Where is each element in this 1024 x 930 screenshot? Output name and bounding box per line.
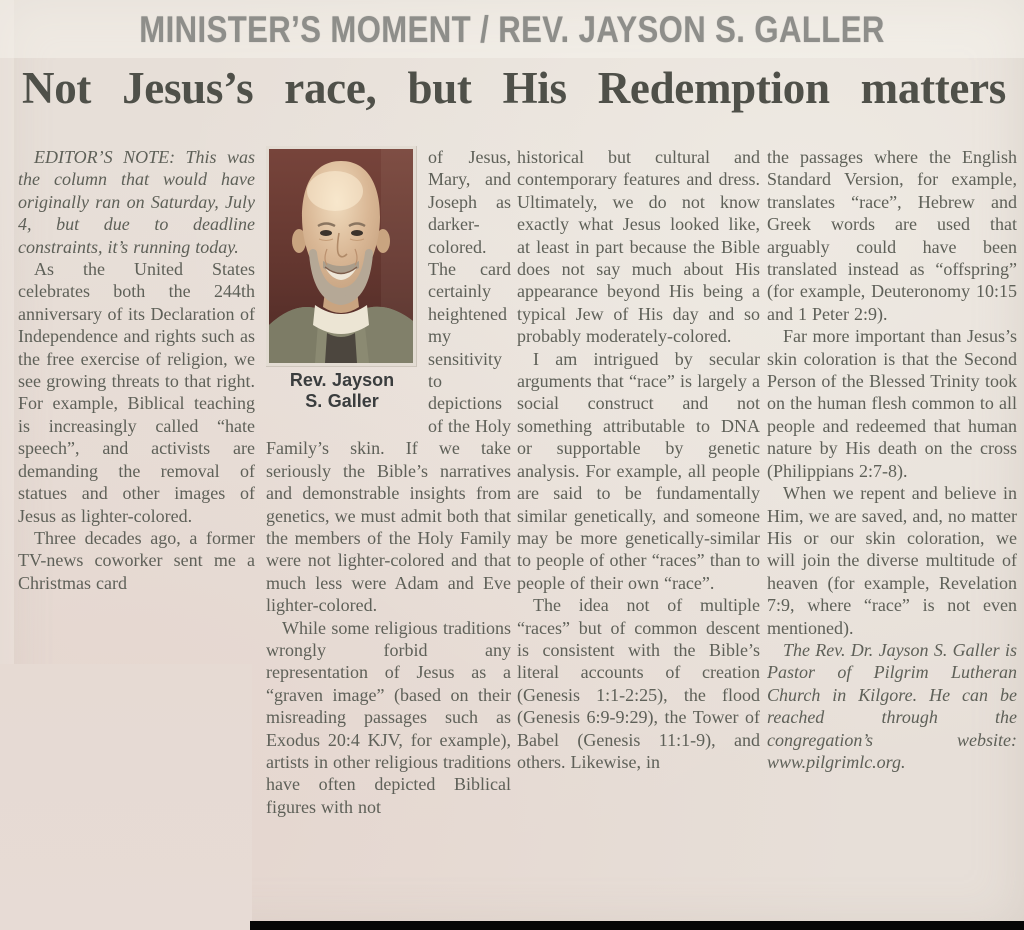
headline: Not Jesus’s race, but His Redemption matters: [22, 63, 1006, 113]
portrait-illustration: [269, 149, 413, 363]
scan-edge-bar: [250, 921, 1024, 930]
article-paragraph: While some religious traditions wrongly forbid any representation of Jesus as a “graven image” (based on their misreading passages such as Exodus 20:4 KJV, for example), artists in other religious traditions have often depicted Biblical figures with not: [266, 617, 511, 817]
author-byline-note: The Rev. Dr. Jayson S. Galler is Pastor of Pilgrim Lutheran Church in Kilgore. He can be reached through the congregation’s website: www.pilgrimlc.org.: [767, 639, 1017, 772]
paper-blank-area: [0, 664, 252, 930]
minister-photo-block: [266, 146, 418, 412]
article-paragraph: historical but cultural and contemporary features and dress. Ultimately, we do not know exactly what Jesus looked like, at least in part because the Bible does not say much about His appearance beyond His being a typical Jew of His day and so probably moderately-colored.: [517, 147, 760, 347]
article-column-1: [18, 146, 255, 594]
article-column-4: [767, 146, 1017, 914]
article-paragraph: As the United States celebrates both the 244th anniversary of its Declaration of Independence and rights such as the free exercise of religion, we see growing threats to that right. For example, Biblical teaching is increasingly called “hate speech”, and activists are demanding the removal of statues and other images of Jesus as lighter-colored.: [18, 259, 255, 526]
article-column-3: [517, 146, 760, 914]
article-paragraph: I am intrigued by secular arguments that “race” is largely a social construct and not something attributable to DNA or supportable by genetic analysis. For example, all people are said to be fundamentally similar genetically, and someone may be more genetically-similar to people of other “races” than to people of their own “race”.: [517, 348, 760, 593]
article-paragraph: The idea not of multiple “races” but of common descent is consistent with the Bible’s literal accounts of creation (Genesis 1:1-2:25), the flood (Genesis 6:9-9:29), the Tower of Babel (Genesis 11:1-9), and others. Likewise, in: [517, 595, 760, 772]
paper-edge-strip: [0, 0, 14, 930]
photo-caption-line: Rev. Jayson: [289, 370, 395, 390]
article-column-2: [266, 146, 511, 914]
photo-caption: [266, 370, 418, 412]
photo-caption-line: S. Galler: [305, 391, 379, 411]
article-paragraph: Far more important than Jesus’s skin coloration is that the Second Person of the Blessed Trinity took on the human flesh common to all people and redeemed that human nature by His death on the cross (Philippians 2:7-8).: [767, 326, 1017, 481]
article-paragraph: Three decades ago, a former TV-news coworker sent me a Christmas card: [18, 527, 255, 593]
article-paragraph: When we repent and believe in Him, we are saved, and, no matter His or our skin coloration, we will join the diverse multitude of heaven (for example, Revelation 7:9, where “race” is not even mentioned).: [767, 483, 1017, 638]
article-paragraph: of Jesus, Mary, and Joseph as darker-colored. The card certainly heightened my sensitivity to depictions of the Holy Family’s skin. If we take seriously the Bible’s narratives and demonstrable insights from genetics, we must admit both that the members of the Holy Family were not lighter-colored and that much less were Adam and Eve lighter-colored.: [266, 147, 511, 616]
editors-note: EDITOR’S NOTE: This was the column that would have originally ran on Saturday, July 4, but due to deadline constraints, it’s running today.: [18, 147, 255, 257]
section-kicker: MINISTER’S MOMENT / REV. JAYSON S. GALLER: [139, 9, 885, 50]
article-paragraph: the passages where the English Standard Version, for example, translates “race”, Hebrew and Greek words are used that arguably could have been translated instead as “offspring” (for example, Deuteronomy 10:15 and 1 Peter 2:9).: [767, 147, 1017, 324]
minister-photo: [266, 146, 416, 366]
